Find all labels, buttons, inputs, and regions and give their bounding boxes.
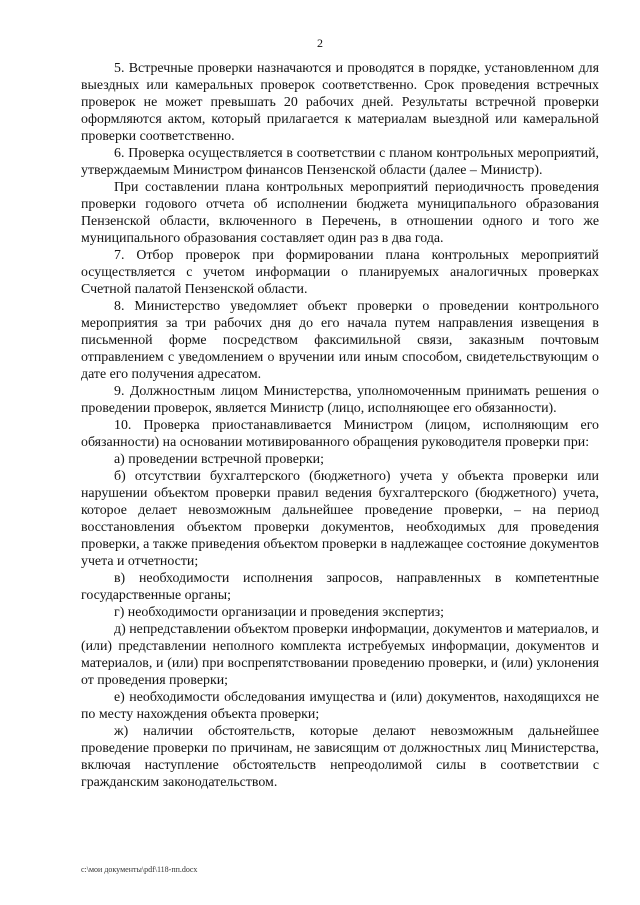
- paragraph-9: 9. Должностным лицом Министерства, уполномоченным принимать решения о проведении проверок, является Министр (лицо, исполняющее его обязанности).: [81, 384, 599, 416]
- document-body: [81, 60, 599, 791]
- list-item-e: е) необходимости обследования имущества и (или) документов, находящихся не по месту нахождения объекта проверки;: [81, 690, 599, 722]
- footer-file-path: c:\мои документы\pdf\118-пп.docx: [81, 865, 198, 874]
- paragraph-10: 10. Проверка приостанавливается Министром (лицом, исполняющим его обязанности) на основании мотивированного обращения руководителя проверки при:: [81, 418, 599, 450]
- list-item-b: б) отсутствии бухгалтерского (бюджетного) учета у объекта проверки или нарушении объектом проверки правил ведения бухгалтерского (бюджетного) учета, которое делает невозможным дальнейшее проведение проверки, – на период восстановления объектом проверки документов, необходимых для проведения проверки, а также приведения объектом проверки в надлежащее состояние документов учета и отчетности;: [81, 469, 599, 569]
- paragraph-5: 5. Встречные проверки назначаются и проводятся в порядке, установленном для выездных или камеральных проверок соответственно. Срок проведения встречных проверок не может превышать 20 рабочих дней. Результаты встречной проверки оформляются актом, который прилагается к материалам выездной или камеральной проверки соответственно.: [81, 61, 599, 144]
- list-item-g: г) необходимости организации и проведения экспертиз;: [114, 605, 445, 620]
- list-item-zh: ж) наличии обстоятельств, которые делают невозможным дальнейшее проведение проверки по причинам, не зависящим от должностных лиц Министерства, включая наступление обстоятельств непреодолимой силы в соответствии с гражданским законодательством.: [81, 724, 599, 790]
- list-item-v: в) необходимости исполнения запросов, направленных в компетентные государственные органы;: [81, 571, 599, 603]
- paragraph-6: 6. Проверка осуществляется в соответствии с планом контрольных мероприятий, утверждаемым Министром финансов Пензенской области (далее – Министр).: [81, 146, 599, 178]
- paragraph-6-plan: При составлении плана контрольных мероприятий периодичность проведения проверки годового отчета об исполнении бюджета муниципального образования Пензенской области, включенного в Перечень, в отношении одного и того же муниципального образования составляет один раз в два года.: [81, 180, 599, 246]
- page-number: 2: [317, 36, 323, 50]
- list-item-d: д) непредставлении объектом проверки информации, документов и материалов, и (или) представлении неполного комплекта истребуемых информации, документов и материалов, и (или) при воспрепятствовании проведению проверки, и (или) уклонения от проведения проверки;: [81, 622, 599, 688]
- list-item-a: а) проведении встречной проверки;: [114, 452, 324, 467]
- paragraph-8: 8. Министерство уведомляет объект проверки о проведении контрольного мероприятия за три рабочих дня до его начала путем направления извещения в письменной форме посредством факсимильной связи, заказным почтовым отправлением с уведомлением о вручении или иным способом, свидетельствующим о дате его получения адресатом.: [81, 299, 599, 382]
- paragraph-7: 7. Отбор проверок при формировании плана контрольных мероприятий осуществляется с учетом информации о планируемых аналогичных проверках Счетной палатой Пензенской области.: [81, 248, 599, 297]
